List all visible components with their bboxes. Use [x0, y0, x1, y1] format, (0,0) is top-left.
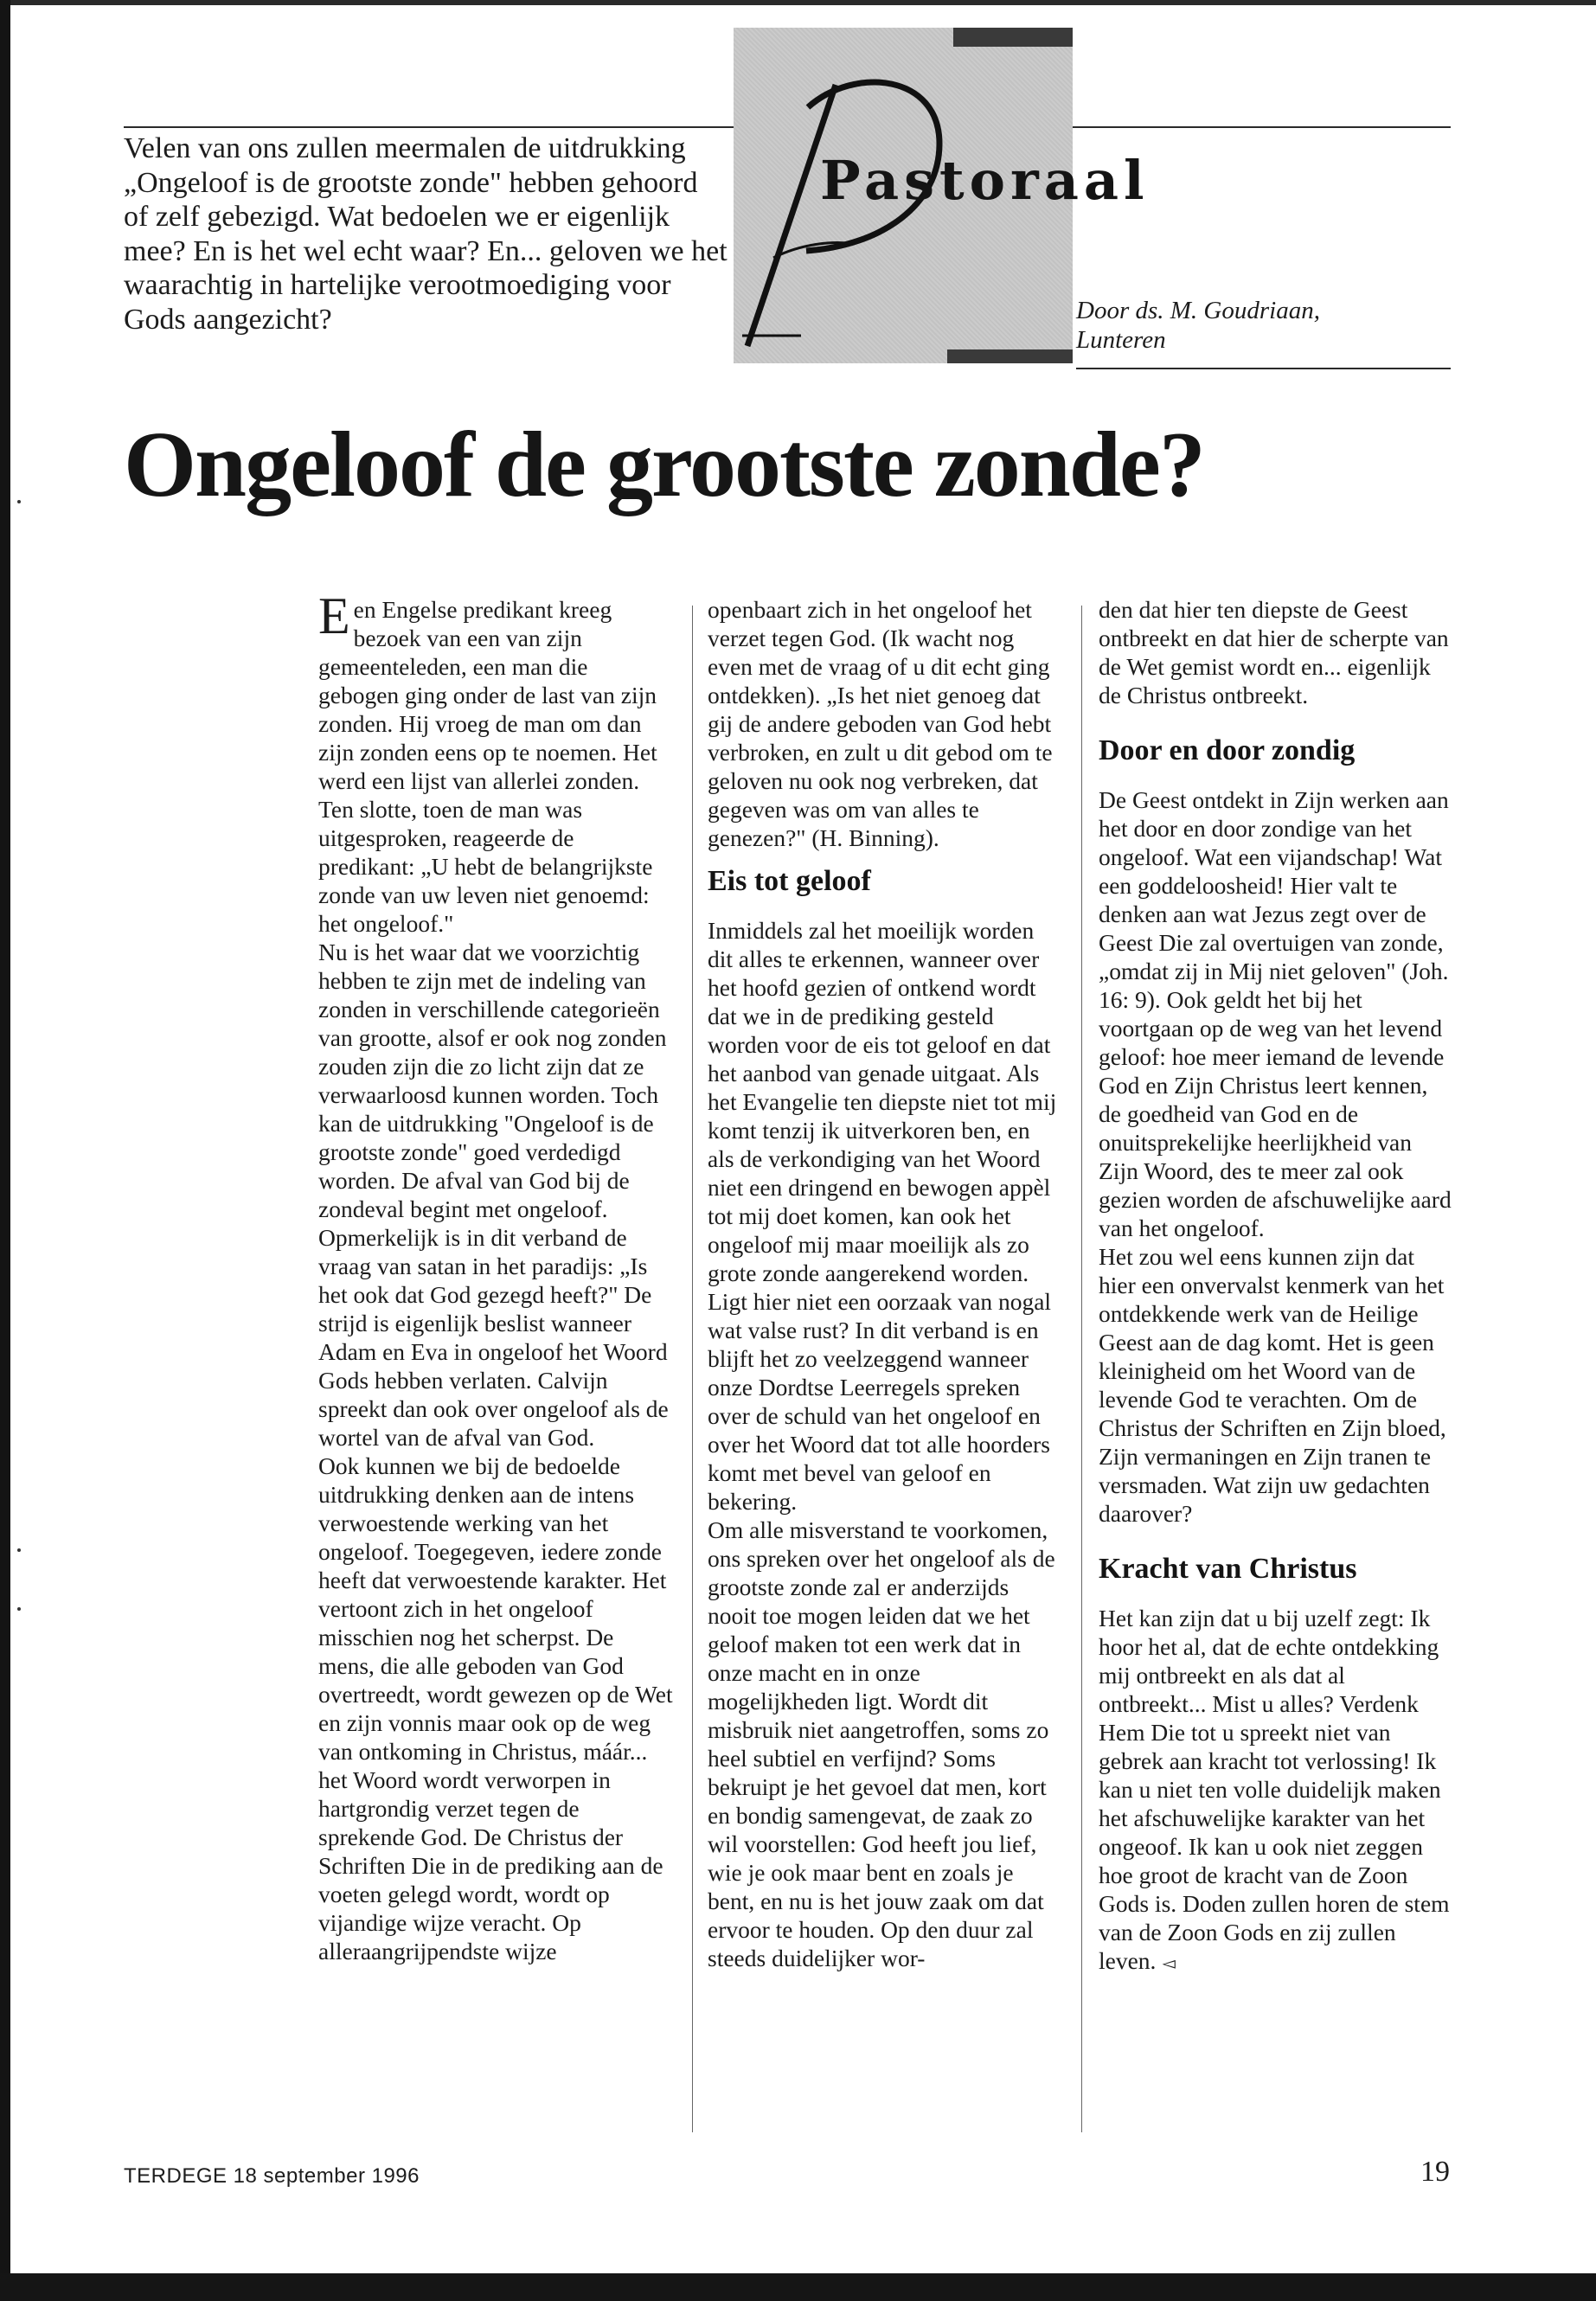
page-number: 19 [1420, 2156, 1450, 2188]
end-of-article-icon: ◅ [1162, 1954, 1176, 1973]
intro-paragraph: Velen van ons zullen meermalen de uitdrukking „Ongeloof is de grootste zonde" hebben gehoord of zelf gebezigd. Wat bedoelen we er eigenlijk mee? En is het wel echt waar? En... geloven we het waarachtig in hartelijke verootmoediging voor Gods aangezicht? [124, 132, 727, 336]
script-p-logo-icon [725, 61, 950, 363]
article-title: Ongeloof de grootste zonde? [124, 413, 1204, 516]
subheading-kracht-van-christus: Kracht van Christus [1099, 1553, 1357, 1585]
footer-publication: TERDEGE 18 september 1996 [124, 2164, 420, 2188]
paragraph-text: Het kan zijn dat u bij uzelf zegt: Ik hoor het al, dat de echte ontdekking mij ontbreekt en als dat al ontbreekt... Mist u alles? Verdenk Hem Die tot u spreekt niet van gebrek aan kracht tot verlossing! Ik kan u niet ten volle duidelijk maken het afschuwelijke karakter van het ongeoof. Ik kan u ook niet zeggen hoe groot de kracht van de Zoon Gods is. Doden zullen horen de stem van de Zoon Gods en zij zullen leven. [1099, 1605, 1450, 1974]
paragraph-text: en Engelse predikant kreeg bezoek van een van zijn gemeenteleden, een man die gebogen ging onder de last van zijn zonden. Hij vroeg de man om dan zijn zonden eens op te noemen. Het werd een lijst van allerlei zonden. Ten slotte, toen de man was uitgesproken, reageerde de predikant: „U hebt de belangrijkste zonde van uw leven niet genoemd: het ongeloof." [318, 596, 657, 937]
article-column-2 [708, 595, 1062, 1972]
author-location: Lunteren [1076, 326, 1166, 354]
article-paragraph: Nu is het waar dat we voorzichtig hebben te zijn met de indeling van zonden in verschillende categorieën van grootte, alsof er ook nog zonden zouden zijn die zo licht zijn dat ze verwaarloosd kunnen worden. Toch kan de uitdrukking "Ongeloof is de grootste zonde" goed verdedigd worden. De afval van God bij de zondeval begint met ongeloof. Opmerkelijk is in dit verband de vraag van satan in het paradijs: „Is het ook dat God gezegd heeft?" De strijd is eigenlijk beslist wanneer Adam en Eva in ongeloof het Woord Gods hebben verlaten. Calvijn spreekt dan ook over ongeloof als de wortel van de afval van God. [318, 939, 669, 1451]
subheading-eis-tot-geloof: Eis tot geloof [708, 865, 871, 897]
logo-accent-bar-top [953, 28, 1073, 47]
scan-speck [17, 500, 21, 503]
article-paragraph [1099, 1604, 1453, 1978]
subheading-door-en-door-zondig: Door en door zondig [1099, 734, 1356, 766]
scan-edge-bottom [0, 2273, 1596, 2301]
logo-accent-bar-bottom [947, 349, 1073, 363]
author-bottom-rule [1076, 368, 1451, 369]
intro-top-rule [124, 126, 734, 128]
scan-speck [17, 1607, 21, 1611]
column-divider-2 [1081, 606, 1082, 2132]
column-divider-1 [692, 606, 693, 2132]
article-column-3 [1099, 595, 1453, 1978]
scan-edge-top [10, 0, 1596, 5]
drop-cap: E [318, 587, 350, 644]
article-paragraph: Inmiddels zal het moeilijk worden dit alles te erkennen, wanneer over het hoofd gezien of ontkend wordt dat we in de prediking gesteld worden voor de eis tot geloof en dat het aanbod van genade uitgaat. Als het Evangelie ten diepste niet tot mij komt tenzij ik uitverkoren ben, en als de verkondiging van het Woord niet een dringend en bewogen appèl tot mij doet komen, kan ook het ongeloof mij maar moeilijk als zo grote zonde aangerekend worden. Ligt hier niet een oorzaak van nogal wat valse rust? In dit verband is en blijft het zo veelzeggend wanneer onze Dordtse Leerregels spreken over de schuld van het ongeloof en over het Woord dat tot alle hoorders komt met bevel van geloof en bekering. [708, 917, 1057, 1515]
article-paragraph [318, 587, 673, 938]
article-paragraph: openbaart zich in het ongeloof het verzet tegen God. (Ik wacht nog even met de vraag of u dit echt ging ontdekken). „Is het niet genoeg dat gij de andere geboden van God hebt verbroken, en zult u dit gebod om te geloven nu ook nog verbreken, dat gegeven was om van alles te genezen?" (H. Binning). [708, 596, 1053, 851]
article-column-1 [318, 587, 673, 1965]
scan-edge-left [0, 0, 10, 2301]
section-label: Pastoraal [820, 149, 1150, 212]
scan-speck [17, 1548, 21, 1552]
article-paragraph: De Geest ontdekt in Zijn werken aan het door en door zondige van het ongeloof. Wat een vijandschap! Wat een goddeloosheid! Hier valt te denken aan wat Jezus zegt over de Geest Die zal overtuigen van zonde, „omdat zij in Mij niet geloven" (Joh. 16: 9). Ook geldt het bij het voortgaan op de weg van het levend geloof: hoe meer iemand de levende God en Zijn Christus leert kennen, de goedheid van God en de onuitsprekelijke heerlijkheid van Zijn Woord, des te meer zal ook gezien worden de afschuwelijke aard van het ongeloof. [1099, 786, 1452, 1241]
article-paragraph: den dat hier ten diepste de Geest ontbreekt en dat hier de scherpte van de Wet gemist wordt en... eigenlijk de Christus ontbreekt. [1099, 596, 1449, 708]
article-paragraph: Het zou wel eens kunnen zijn dat hier een onvervalst kenmerk van het ontdekkende werk van de Heilige Geest aan de dag komt. Het is geen kleinigheid om het Woord van de levende God te verachten. Om de Christus der Schriften en Zijn bloed, Zijn vermaningen en Zijn tranen te versmaden. Wat zijn uw gedachten daarover? [1099, 1243, 1446, 1527]
author-credit [1076, 296, 1457, 355]
header-right-rule [1073, 126, 1451, 128]
author-name: Door ds. M. Goudriaan, [1076, 297, 1320, 324]
article-paragraph: Om alle misverstand te voorkomen, ons spreken over het ongeloof als de grootste zonde zal er anderzijds nooit toe mogen leiden dat we het geloof maken tot een werk dat in onze macht en in onze mogelijkheden ligt. Wordt dit misbruik niet aangetroffen, soms zo heel subtiel en verfijnd? Soms bekruipt je het gevoel dat men, kort en bondig samengevat, de zaak zo wil voorstellen: God heeft jou lief, wie je ook maar bent en zoals je bent, en nu is het jouw zaak om dat ervoor te houden. Op den duur zal steeds duidelijker wor- [708, 1516, 1055, 1971]
article-paragraph: Ook kunnen we bij de bedoelde uitdrukking denken aan de intens verwoestende werking van het ongeloof. Toegegeven, iedere zonde heeft dat verwoestende karakter. Het vertoont zich in het ongeloof misschien nog het scherpst. De mens, die alle geboden van God overtreedt, wordt gewezen op de Wet en zijn vonnis maar ook op de weg van ontkoming in Christus, máár... het Woord wordt verworpen in hartgrondig verzet tegen de sprekende God. De Christus der Schriften Die in de prediking aan de voeten gelegd wordt, wordt op vijandige wijze veracht. Op alleraangrijpendste wijze [318, 1452, 673, 1965]
